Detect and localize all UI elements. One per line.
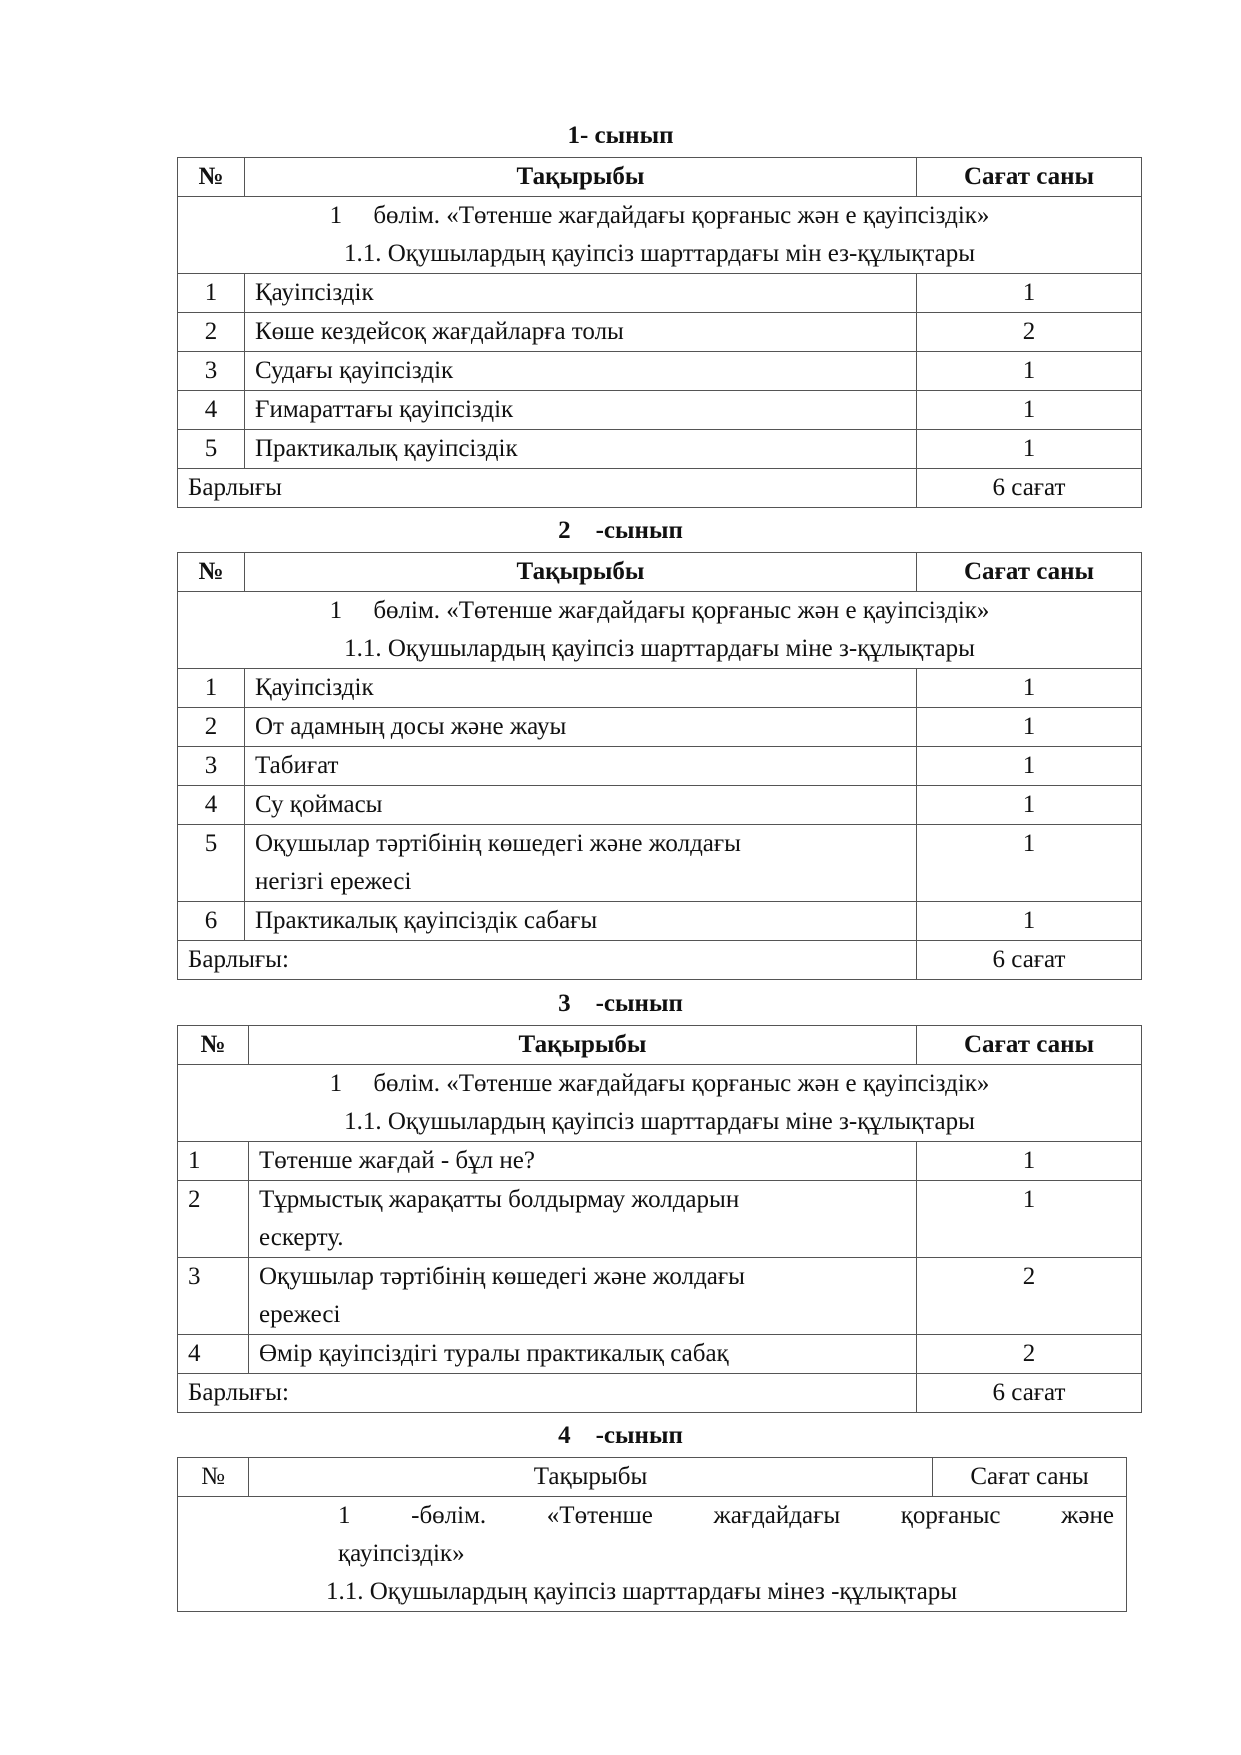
section-title-continued: қауіпсіздік» (338, 1540, 465, 1567)
row-topic: Табиғат (245, 747, 917, 786)
table-row (178, 747, 1142, 786)
row-topic: Төтенше жағдай - бұл не? (249, 1142, 917, 1181)
col-num-header: № (178, 158, 245, 197)
col-num-header: № (178, 1458, 249, 1497)
col-topic-header: Тақырыбы (245, 158, 917, 197)
row-hours: 2 (917, 1335, 1142, 1374)
row-hours: 1 (917, 669, 1142, 708)
total-row (178, 1374, 1142, 1413)
table-row (178, 313, 1142, 352)
row-topic: Өмір қауіпсіздігі туралы практикалық сабақ (249, 1335, 917, 1374)
total-label: Барлығы: (178, 941, 917, 980)
table-header-row (178, 1458, 1127, 1497)
table-row (178, 825, 1142, 902)
subsection-title: 1.1. Оқушылардың қауіпсіз шарттардағы мінез -құлықтары (326, 1578, 958, 1605)
row-hours: 1 (917, 391, 1142, 430)
section-row (178, 592, 1142, 669)
grade-2-title: 2 -сынып (558, 517, 683, 544)
table-header-row (178, 553, 1142, 592)
section-title: 1 бөлім. «Төтенше жағдайдағы қорғаныс жән е қауіпсіздік» (329, 202, 990, 229)
table-row (178, 391, 1142, 430)
section-title: 1 бөлім. «Төтенше жағдайдағы қорғаныс жән е қауіпсіздік» (329, 597, 990, 624)
row-topic: Судағы қауіпсіздік (245, 352, 917, 391)
section-title: 1 -бөлім. «Төтенше жағдайдағы қорғаныс және (338, 1502, 1114, 1529)
row-topic: Практикалық қауіпсіздік сабағы (245, 902, 917, 941)
row-hours: 1 (917, 1142, 1142, 1181)
row-hours: 1 (917, 274, 1142, 313)
col-topic-header: Тақырыбы (249, 1026, 917, 1065)
row-num: 5 (178, 430, 245, 469)
table-row (178, 352, 1142, 391)
grade-3-title: 3 -сынып (558, 990, 683, 1017)
table-row (178, 669, 1142, 708)
row-num: 5 (178, 825, 245, 902)
col-hours-header: Сағат саны (933, 1458, 1127, 1497)
row-topic: Су қоймасы (245, 786, 917, 825)
grade-2-table (177, 552, 1142, 980)
row-hours: 1 (917, 352, 1142, 391)
row-hours: 1 (917, 825, 1142, 902)
table-row (178, 1335, 1142, 1374)
table-header-row (178, 158, 1142, 197)
row-hours: 2 (917, 1258, 1142, 1335)
row-hours: 1 (917, 786, 1142, 825)
table-row (178, 708, 1142, 747)
table-row (178, 430, 1142, 469)
row-num: 2 (178, 708, 245, 747)
total-row (178, 469, 1142, 508)
table-row (178, 786, 1142, 825)
row-num: 3 (178, 1258, 249, 1335)
table-row (178, 274, 1142, 313)
grade-1-table (177, 157, 1142, 508)
row-topic: Тұрмыстық жарақатты болдырмау жолдарын ескерту. (249, 1181, 917, 1258)
row-num: 3 (178, 352, 245, 391)
row-num: 1 (178, 1142, 249, 1181)
row-topic: Оқушылар тәртібінің көшедегі және жолдағы негізгі ережесі (245, 825, 917, 902)
grade-1-title: 1- сынып (567, 122, 674, 149)
col-topic-header: Тақырыбы (245, 553, 917, 592)
row-hours: 1 (917, 902, 1142, 941)
row-num: 6 (178, 902, 245, 941)
row-hours: 1 (917, 1181, 1142, 1258)
total-row (178, 941, 1142, 980)
col-topic-header: Тақырыбы (249, 1458, 933, 1497)
row-hours: 1 (917, 708, 1142, 747)
total-value: 6 сағат (917, 941, 1142, 980)
col-num-header: № (178, 1026, 249, 1065)
table-row (178, 1181, 1142, 1258)
col-hours-header: Сағат саны (917, 158, 1142, 197)
col-hours-header: Сағат саны (917, 1026, 1142, 1065)
subsection-title: 1.1. Оқушылардың қауіпсіз шарттардағы міне з-құлықтары (344, 635, 975, 662)
row-topic: Практикалық қауіпсіздік (245, 430, 917, 469)
total-label: Барлығы (178, 469, 917, 508)
subsection-title: 1.1. Оқушылардың қауіпсіз шарттардағы міне з-құлықтары (344, 1108, 975, 1135)
grade-3-table (177, 1025, 1142, 1413)
row-num: 3 (178, 747, 245, 786)
table-header-row (178, 1026, 1142, 1065)
row-hours: 1 (917, 747, 1142, 786)
section-row (178, 1497, 1127, 1612)
row-num: 4 (178, 1335, 249, 1374)
subsection-title: 1.1. Оқушылардың қауіпсіз шарттардағы мін ез-құлықтары (343, 240, 976, 267)
row-num: 4 (178, 391, 245, 430)
row-topic: Ғимараттағы қауіпсіздік (245, 391, 917, 430)
row-topic: От адамның досы және жауы (245, 708, 917, 747)
row-num: 2 (178, 313, 245, 352)
row-num: 1 (178, 669, 245, 708)
row-num: 4 (178, 786, 245, 825)
total-label: Барлығы: (178, 1374, 917, 1413)
total-value: 6 сағат (917, 469, 1142, 508)
grade-4-table (177, 1457, 1127, 1612)
row-num: 1 (178, 274, 245, 313)
section-row (178, 197, 1142, 274)
row-topic: Қауіпсіздік (245, 274, 917, 313)
table-row (178, 1142, 1142, 1181)
col-hours-header: Сағат саны (917, 553, 1142, 592)
table-row (178, 1258, 1142, 1335)
row-hours: 2 (917, 313, 1142, 352)
table-row (178, 902, 1142, 941)
grade-4-title: 4 -сынып (558, 1422, 683, 1449)
total-value: 6 сағат (917, 1374, 1142, 1413)
section-title: 1 бөлім. «Төтенше жағдайдағы қорғаныс жән е қауіпсіздік» (329, 1070, 990, 1097)
row-topic: Көше кездейсоқ жағдайларға толы (245, 313, 917, 352)
row-topic: Оқушылар тәртібінің көшедегі және жолдағы ережесі (249, 1258, 917, 1335)
row-hours: 1 (917, 430, 1142, 469)
section-row (178, 1065, 1142, 1142)
col-num-header: № (178, 553, 245, 592)
row-num: 2 (178, 1181, 249, 1258)
row-topic: Қауіпсіздік (245, 669, 917, 708)
